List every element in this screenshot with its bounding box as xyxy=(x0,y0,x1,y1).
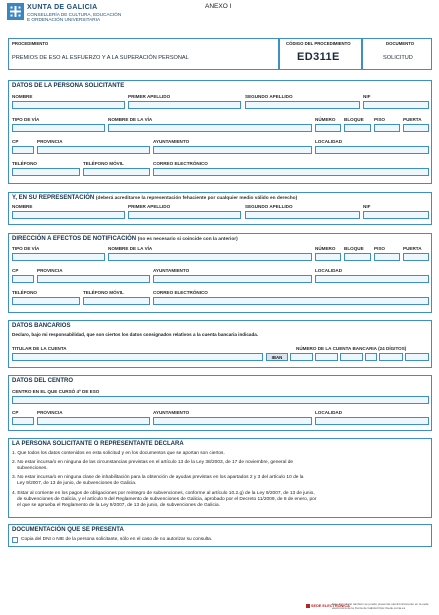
applicant-telefono-label: TELÉFONO xyxy=(12,161,38,166)
representative-segundo-apellido-label: SEGUNDO APELLIDO xyxy=(245,204,293,209)
iban-tag: IBAN xyxy=(266,353,288,361)
notification-title-note: (no es necesario si coincide con la anterior) xyxy=(137,237,238,242)
representative-nombre-label: NOMBRE xyxy=(12,204,33,209)
applicant-piso-label: PISO xyxy=(374,117,385,122)
applicant-bloque-label: BLOQUE xyxy=(344,117,364,122)
document-label: DOCUMENTO xyxy=(386,41,415,46)
representative-section xyxy=(8,192,432,225)
notification-telefono-label: TELÉFONO xyxy=(12,290,38,295)
department-name xyxy=(27,12,121,23)
school-ayuntamiento-field[interactable] xyxy=(153,417,312,425)
representative-nombre-field[interactable] xyxy=(12,211,125,219)
notification-movil-field[interactable] xyxy=(83,297,150,305)
electronic-seat-label: SEDE ELECTRÓNICA xyxy=(311,604,350,608)
applicant-nombre-label: NOMBRE xyxy=(12,94,33,99)
school-localidad-field[interactable] xyxy=(315,417,429,425)
notification-bloque-field[interactable] xyxy=(344,253,371,261)
applicant-section xyxy=(8,80,432,184)
applicant-movil-field[interactable] xyxy=(83,168,150,176)
declaration-item-4-line-2: de subvenciones de Galicia, y el artículo 9 del Reglamento de subvenciones de Galicia, aprobado por el Decreto 11/2009, de 8 de enero, por xyxy=(17,497,317,502)
school-provincia-label: PROVINCIA xyxy=(37,410,63,415)
notification-piso-label: PISO xyxy=(374,246,385,251)
notification-ayuntamiento-label: AYUNTAMIENTO xyxy=(153,268,190,273)
notification-puerta-field[interactable] xyxy=(403,253,429,261)
school-cp-field[interactable] xyxy=(12,417,34,425)
department-line-1: CONSELLERÍA DE CULTURA, EDUCACIÓN xyxy=(27,12,122,17)
notification-tipo-via-field[interactable] xyxy=(12,253,105,261)
procedure-label: PROCEDIMIENTO xyxy=(12,41,49,46)
bank-section xyxy=(8,320,432,368)
declaration-section-title: LA PERSONA SOLICITANTE O REPRESENTANTE DECLARA xyxy=(12,441,184,447)
bank-account-1-field[interactable] xyxy=(379,353,403,361)
declaration-item-3-line-2: Ley 9/2007, de 13 de junio, de subvenciones de Galicia. xyxy=(17,481,137,486)
notification-provincia-label: PROVINCIA xyxy=(37,268,63,273)
applicant-puerta-label: PUERTA xyxy=(403,117,422,122)
school-ayuntamiento-label: AYUNTAMIENTO xyxy=(153,410,190,415)
applicant-telefono-field[interactable] xyxy=(12,168,80,176)
notification-telefono-field[interactable] xyxy=(12,297,80,305)
notification-title-text: DIRECCIÓN A EFECTOS DE NOTIFICACIÓN xyxy=(12,236,137,242)
declaration-item-4-line-1: 4. Estar al corriente en los pagos de obligaciones por reintegro de subvenciones, conforme al artículo 10.2.g) de la Ley 9/2007, de 13 de junio, xyxy=(12,491,315,496)
seal-icon xyxy=(306,604,310,608)
notification-provincia-field[interactable] xyxy=(37,275,150,283)
procedure-code-label: CÓDIGO DEL PROCEDIMIENTO xyxy=(286,41,351,46)
annex-title: ANEXO I xyxy=(205,3,232,10)
applicant-tipo-via-label: TIPO DE VÍA xyxy=(12,117,40,122)
declaration-section xyxy=(8,438,432,518)
applicant-numero-field[interactable] xyxy=(315,124,341,132)
notification-movil-label: TELÉFONO MÓVIL xyxy=(83,290,124,295)
notification-ayuntamiento-field[interactable] xyxy=(153,275,312,283)
documentation-section-title: DOCUMENTACIÓN QUE SE PRESENTA xyxy=(12,527,124,533)
footer-note: Este formulario también se puede presentar electrónicamente en la sede electrónica de la Xunta de Galicia https://sede.xunta.es xyxy=(332,602,429,610)
notification-piso-field[interactable] xyxy=(374,253,400,261)
applicant-nif-label: NIF xyxy=(363,94,371,99)
applicant-correo-label: CORREO ELECTRÓNICO xyxy=(153,161,208,166)
notification-cp-field[interactable] xyxy=(12,275,34,283)
applicant-bloque-field[interactable] xyxy=(344,124,371,132)
notification-bloque-label: BLOQUE xyxy=(344,246,364,251)
bank-entity-field[interactable] xyxy=(315,353,338,361)
notification-cp-label: CP xyxy=(12,268,19,273)
declaration-item-3-line-1: 3. No estar incursa/o en ninguna clase de inhabilitación para la obtención de ayudas previstas en los apartados 2 y 3 del artículo 10 de la xyxy=(12,475,304,480)
applicant-nombre-via-field[interactable] xyxy=(108,124,312,132)
notification-numero-field[interactable] xyxy=(315,253,341,261)
representative-primer-apellido-label: PRIMER APELLIDO xyxy=(128,204,171,209)
bank-statement: Declaro, bajo mi responsabilidad, que son ciertos los datos consignados relativos a la cuenta bancaria indicada. xyxy=(12,332,259,337)
bank-iban-field[interactable] xyxy=(290,353,313,361)
applicant-nombre-field[interactable] xyxy=(12,101,125,109)
document-box xyxy=(362,38,432,70)
applicant-primer-apellido-field[interactable] xyxy=(128,101,241,109)
bank-account-2-field[interactable] xyxy=(405,353,429,361)
applicant-puerta-field[interactable] xyxy=(403,124,429,132)
bank-titular-field[interactable] xyxy=(12,353,263,361)
school-localidad-label: LOCALIDAD xyxy=(315,410,343,415)
declaration-item-2-line-1: 2. No estar incursa/o en ninguna de las circunstancias previstas en el artículo 13 de la Ley 38/2003, de 17 de noviembre, general de xyxy=(12,460,294,465)
applicant-correo-field[interactable] xyxy=(153,168,429,176)
school-section xyxy=(8,375,432,431)
notification-puerta-label: PUERTA xyxy=(403,246,422,251)
representative-nif-field[interactable] xyxy=(363,211,429,219)
document-value: SOLICITUD xyxy=(383,55,413,61)
applicant-piso-field[interactable] xyxy=(374,124,400,132)
applicant-localidad-label: LOCALIDAD xyxy=(315,139,343,144)
representative-segundo-apellido-field[interactable] xyxy=(245,211,360,219)
notification-correo-field[interactable] xyxy=(153,297,429,305)
bank-dc-field[interactable] xyxy=(365,353,377,361)
applicant-provincia-label: PROVINCIA xyxy=(37,139,63,144)
procedure-code-value: ED311E xyxy=(297,51,340,63)
documentation-dni-checkbox[interactable] xyxy=(12,537,18,543)
bank-section-title: DATOS BANCARIOS xyxy=(12,323,71,329)
org-name: XUNTA DE GALICIA xyxy=(27,4,98,11)
representative-primer-apellido-field[interactable] xyxy=(128,211,241,219)
notification-numero-label: NÚMERO xyxy=(315,246,336,251)
declaration-item-1: 1. Que todos los datos contenidos en esta solicitud y en los documentos que se aportan son ciertos. xyxy=(12,451,225,456)
procedure-code-box xyxy=(279,38,362,70)
applicant-primer-apellido-label: PRIMER APELLIDO xyxy=(128,94,171,99)
notification-nombre-via-field[interactable] xyxy=(108,253,312,261)
bank-titular-label: TITULAR DE LA CUENTA xyxy=(12,346,67,351)
representative-nif-label: NIF xyxy=(363,204,371,209)
school-centro-label: CENTRO EN EL QUE CURSÓ 4º DE ESO xyxy=(12,389,100,394)
notification-tipo-via-label: TIPO DE VÍA xyxy=(12,246,40,251)
applicant-ayuntamiento-label: AYUNTAMIENTO xyxy=(153,139,190,144)
applicant-segundo-apellido-label: SEGUNDO APELLIDO xyxy=(245,94,293,99)
school-cp-label: CP xyxy=(12,410,19,415)
bank-account-label: NÚMERO DE LA CUENTA BANCARIA (24 DÍGITOS) xyxy=(296,346,407,351)
procedure-box xyxy=(8,38,279,70)
declaration-item-4-line-3: el que se aprueba el Reglamento de la Ley 9/2007, de 13 de junio, de subvenciones de Galicia. xyxy=(17,503,220,508)
representative-title-note: (deberá acreditarse la representación fehaciente por cualquier medio válido en derecho) xyxy=(95,196,298,201)
applicant-tipo-via-field[interactable] xyxy=(12,124,105,132)
applicant-segundo-apellido-field[interactable] xyxy=(245,101,360,109)
applicant-nif-field[interactable] xyxy=(363,101,429,109)
applicant-section-title: DATOS DE LA PERSONA SOLICITANTE xyxy=(12,83,125,89)
applicant-provincia-field[interactable] xyxy=(37,146,150,154)
applicant-cp-label: CP xyxy=(12,139,19,144)
school-centro-field[interactable] xyxy=(12,396,429,404)
documentation-item-1: Copia del DNI o NIE de la persona solicitante, sólo en el caso de no autorizar su consulta. xyxy=(21,537,213,542)
applicant-movil-label: TELÉFONO MÓVIL xyxy=(83,161,124,166)
notification-localidad-field[interactable] xyxy=(315,275,429,283)
applicant-localidad-field[interactable] xyxy=(315,146,429,154)
bank-office-field[interactable] xyxy=(340,353,363,361)
school-provincia-field[interactable] xyxy=(37,417,150,425)
department-line-2: E ORDENACIÓN UNIVERSITARIA xyxy=(27,17,101,23)
xunta-logo-icon xyxy=(7,3,24,20)
representative-title-text: Y, EN SU REPRESENTACIÓN xyxy=(12,195,95,201)
school-section-title: DATOS DEL CENTRO xyxy=(12,378,74,384)
notification-section xyxy=(8,233,432,313)
applicant-nombre-via-label: NOMBRE DE LA VÍA xyxy=(108,117,153,122)
notification-section-title xyxy=(12,236,238,242)
applicant-ayuntamiento-field[interactable] xyxy=(153,146,312,154)
notification-localidad-label: LOCALIDAD xyxy=(315,268,343,273)
notification-correo-label: CORREO ELECTRÓNICO xyxy=(153,290,208,295)
representative-section-title xyxy=(12,195,297,201)
applicant-cp-field[interactable] xyxy=(12,146,34,154)
applicant-numero-label: NÚMERO xyxy=(315,117,336,122)
procedure-value: PREMIOS DE ESO AL ESFUERZO Y A LA SUPERACIÓN PERSONAL xyxy=(12,55,189,61)
documentation-section xyxy=(8,524,432,547)
notification-nombre-via-label: NOMBRE DE LA VÍA xyxy=(108,246,153,251)
declaration-item-2-line-2: subvenciones. xyxy=(17,466,48,471)
